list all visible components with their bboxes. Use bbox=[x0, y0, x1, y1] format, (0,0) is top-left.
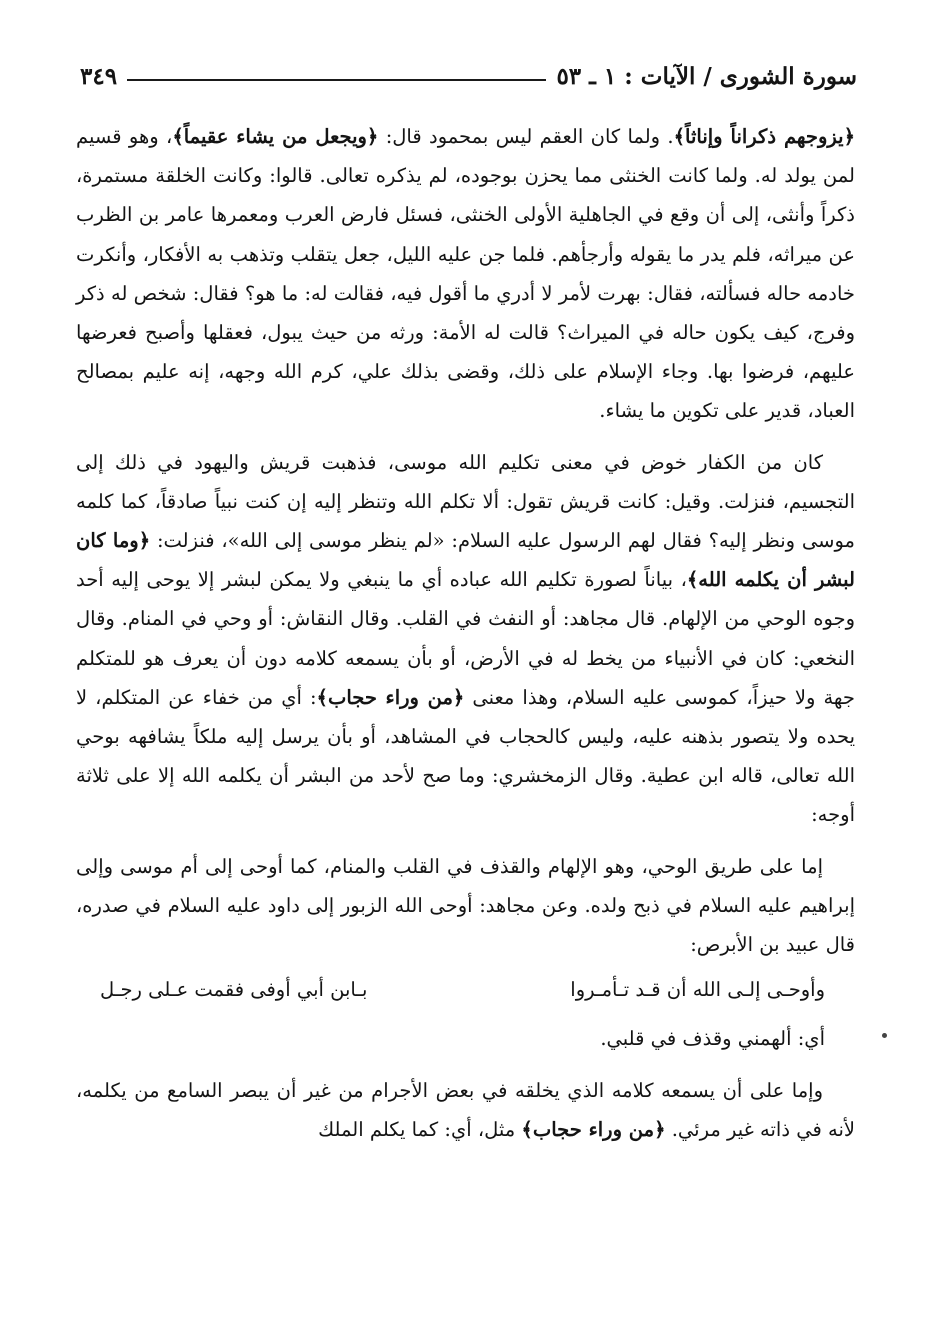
poem-explanation: أي: ألهمني وقذف في قلبي. bbox=[600, 1027, 825, 1051]
page-number: ٣٤٩ bbox=[80, 62, 118, 90]
running-header bbox=[80, 56, 857, 96]
paragraph-text: إما على طريق الوحي، وهو الإلهام والقذف في القلب والمنام، كما أوحى إلى أم موسى وإلى إبراهيم عليه السلام في ذبح ولده. وعن مجاهد: أوحى الله الزبور إلى داود عليه السلام في صدره، قال عبيد بن الأبرص: bbox=[76, 854, 855, 957]
poem-first-hemistich: وأوحـى إلـى الله أن قـد تـأمـروا bbox=[570, 978, 825, 1002]
paragraph-text: كان من الكفار خوض في معنى تكليم الله موسى، فذهبت قريش واليهود في ذلك إلى التجسيم، فنزلت. وقيل: كانت قريش تقول: ألا تكلم الله وتنظر إليه إن كنت نبياً صادقاً، كما كلمه موسى ونظر إليه؟ فقال لهم الرسول عليه السلام: «لم ينظر موسى إلى الله»، فنزلت: bbox=[76, 450, 855, 553]
quran-verse: ﴿من وراء حجاب﴾ bbox=[521, 1117, 666, 1141]
surah-title: سورة الشورى / الآيات : ١ ـ ٥٣ bbox=[556, 62, 857, 90]
quran-verse: ﴿من وراء حجاب﴾ bbox=[316, 685, 465, 709]
paragraph-text: وإما على أن يسمعه كلامه الذي يخلقه في بعض الأجرام من غير أن يبصر السامع من يكلمه، لأنه في ذاته غير مرئي. bbox=[76, 1078, 855, 1141]
poem-second-hemistich: بـابن أبي أوفى فقمت عـلى رجـل bbox=[100, 978, 368, 1002]
paragraph-3 bbox=[76, 847, 855, 965]
page-body bbox=[76, 117, 855, 1149]
paragraph-4 bbox=[76, 1071, 855, 1149]
paragraph-1 bbox=[76, 117, 855, 431]
paragraph-text: مثل، أي: كما يكلم الملك bbox=[318, 1117, 522, 1141]
quran-verse: ﴿ويجعل من يشاء عقيماً﴾ bbox=[172, 125, 379, 148]
paragraph-text: . ولما كان العقم ليس بمحمود قال: bbox=[378, 125, 674, 148]
paragraph-text: ، بياناً لصورة تكليم الله عباده أي ما ينبغي ولا يمكن لبشر إلا يوحى إليه أحد وجوه الوحي من الإلهام. قال مجاهد: أو النفث في القلب. وقال النقاش: أو وحي في المنام. وقال النخعي: كان في الأنبياء من يخط له في الأرض، أو بأن يسمعه كلامه دون أن يعرف هو للمتكلم جهة ولا حيزاً، كموسى عليه السلام، وهذا معنى bbox=[76, 568, 855, 709]
header-rule bbox=[127, 79, 546, 81]
paragraph-text: : أي من خفاء عن المتكلم، لا يحده ولا يتصور بذهنه عليه، وليس كالحجاب في المشاهد، أو بأن يرسل إليه ملكاً يشافهه بوحي الله تعالى، قاله ابن عطية. وقال الزمخشري: وما صح لأحد من البشر أن يكلمه الله إلا على ثلاثة أوجه: bbox=[76, 685, 855, 827]
paragraph-2 bbox=[76, 443, 855, 835]
quran-verse: ﴿يزوجهم ذكراناً وإناثاً﴾ bbox=[673, 125, 855, 148]
poetry-verse bbox=[76, 964, 855, 1009]
scan-speck bbox=[882, 1033, 887, 1038]
quran-verse: ﴿وما كان لبشر أن يكلمه الله﴾ bbox=[76, 529, 855, 592]
paragraph-text: ، وهو قسيم لمن يولد له. ولما كانت الخنثى مما يحزن بوجوده، لم يذكره تعالى. قالوا: وكانت الخلقة مستمرة، ذكراً وأنثى، إلى أن وقع في الجاهلية الأولى الخنثى، فسئل فارض العرب ومعمرها عامر بن الظرب عن ميراثه، فلم يدر ما يقوله وأرجأهم. فلما جن عليه الليل، جعل يتقلب وتذهب به الأفكار، وأنكرت خادمه حاله فسألته، فقال: بهرت لأمر لا أدري ما أقول فيه، فقالت له: ما هو؟ فقال: شخص له ذكر وفرج، كيف يكون حاله في الميراث؟ قالت له الأمة: ورثه من حيث يبول، فعقلها وأصبح فعرضها عليهم، فرضوا بها. وجاء الإسلام على ذلك، وقضى بذلك علي، كرم الله وجهه، إنه عليم بمصالح العباد، قدير على تكوين ما يشاء. bbox=[76, 125, 855, 423]
